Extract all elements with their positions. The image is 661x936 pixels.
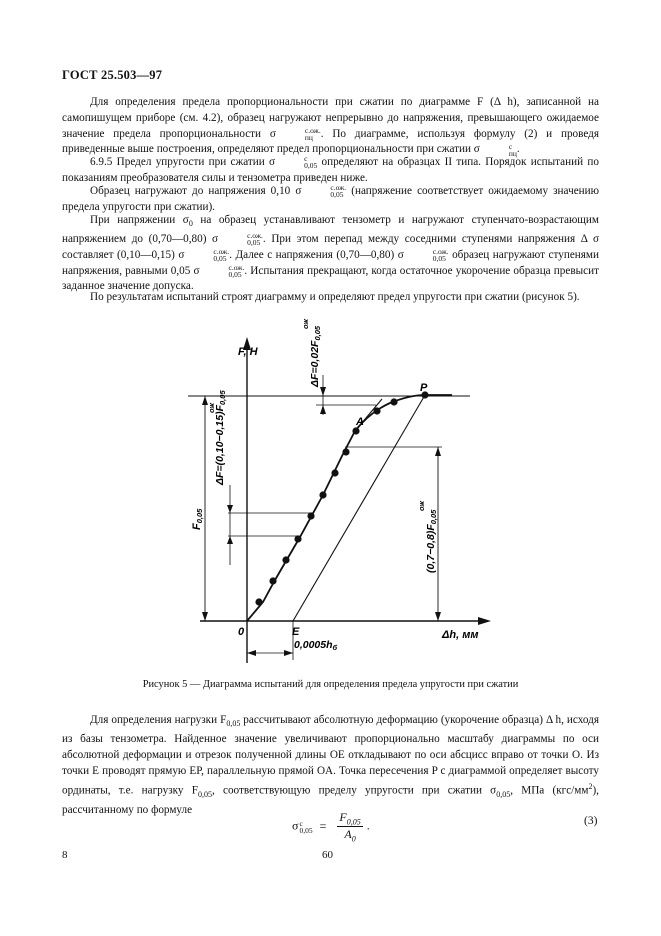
point-p-label: P: [420, 382, 428, 394]
top-delta-label: ΔF=0,02F0,05: [309, 325, 322, 387]
figure-5-diagram: [0, 315, 661, 685]
data-point: [352, 427, 359, 434]
data-point: [319, 491, 326, 498]
data-point: [373, 407, 380, 414]
top-delta-sup: ож: [301, 318, 310, 329]
paragraph-proportionality: Для определения предела пропорциональности при сжатии по диаграмме F (Δ h), записанной на самопишущем приборе (см. 4.2), образец нагружают непрерывно до напряжения, превышающего ожидаемое значение предела пропорциональности σ с.ож. пц . По диаграмме, используя формулу (2) и проведя приведенные выше построения, определяют предел пропорциональности при сжатии σ с пц .: [62, 96, 599, 158]
formula-3: σ с 0,05 = $\frac{F_{0,05}}{A_0}$ .: [292, 810, 370, 844]
figure-caption: Рисунок 5 — Диаграмма испытаний для определения предела упругости при сжатии: [142, 679, 519, 690]
page-number-left: 8: [62, 849, 68, 861]
point-o-label: 0: [238, 626, 245, 638]
page-number-center: 60: [322, 849, 333, 861]
paragraph-results: По результатам испытаний строят диаграмму и определяют предел упругости при сжатии (рисунок 5).: [90, 291, 580, 303]
force-label: F0,05: [191, 508, 204, 530]
paragraph-steps: При напряжении $\sigma_0$ на образец устанавливают тензометр и нагружают ступенчато-возрастающим напряжением до (0,70—0,80) σ с.ож. 0,05 . При этом перепад между соседними ступенями напряжения Δ σ составляет (0,10—0,15) σ с.ож. 0,05 . Далее с напряжения (0,70—0,80) σ с.ож. 0,05 образец нагружают ступенями напряжения, равными 0,05 σ с.ож. 0,05 . Испытания прекращают, когда остаточное укорочение образца превысит заданное значение допуска.: [62, 214, 599, 293]
paragraph-load-determination: Для определения нагрузки $F_{0,05}$ рассчитывают абсолютную деформацию (укорочение образца) Δ h, исходя из базы тензометра. Найденное значение увеличивают пропорционально масштабу диаграммы по оси абсолютной деформации и отрезок полученной длины OE откладывают по оси абсцисс вправо от точки O. Из точки E проводят прямую EP, параллельную прямой OA. Точка пересечения P с диаграммой определяет высоту ординаты, т.е. нагрузку $F_{0,05}$, соответствующую пределу упругости при сжатии $\sigma_{0,05}$, МПа $(кгс/мм^2)$, рассчитанному по формуле: [62, 714, 599, 817]
line-ep: [293, 395, 425, 621]
standard-header: ГОСТ 25.503—97: [62, 68, 163, 82]
data-point: [331, 469, 338, 476]
paragraph-loading: Образец нагружают до напряжения 0,10 σ с.ож. 0,05 (напряжение соответствует ожидаемому значению предела упругости при сжатии).: [62, 183, 599, 213]
formula-number: (3): [584, 815, 598, 827]
paragraph-6-9-5: 6.9.5 Предел упругости при сжатии σ с 0,05 определяют на образцах II типа. Порядок испытаний по показаниям преобразователя силы и тензометра приведен ниже.: [62, 154, 599, 184]
point-e-label: E: [292, 626, 300, 638]
data-point: [307, 512, 314, 519]
data-point: [390, 398, 397, 405]
offset-label: 0,0005hб: [294, 639, 338, 652]
data-point: [269, 577, 276, 584]
right-label: (0,7−0,8)F0,05: [425, 509, 438, 573]
data-point: [294, 535, 301, 542]
y-axis-label: F, H: [238, 346, 258, 358]
left-delta-sup: ож: [207, 402, 216, 413]
point-a-label: A: [356, 416, 364, 428]
left-delta-label: ΔF=(0,10−0,15)F0,05: [214, 390, 227, 485]
data-point: [255, 598, 262, 605]
x-axis-label: Δh, мм: [442, 629, 479, 641]
right-sup: ож: [417, 500, 426, 511]
data-point: [282, 556, 289, 563]
data-point: [342, 448, 349, 455]
